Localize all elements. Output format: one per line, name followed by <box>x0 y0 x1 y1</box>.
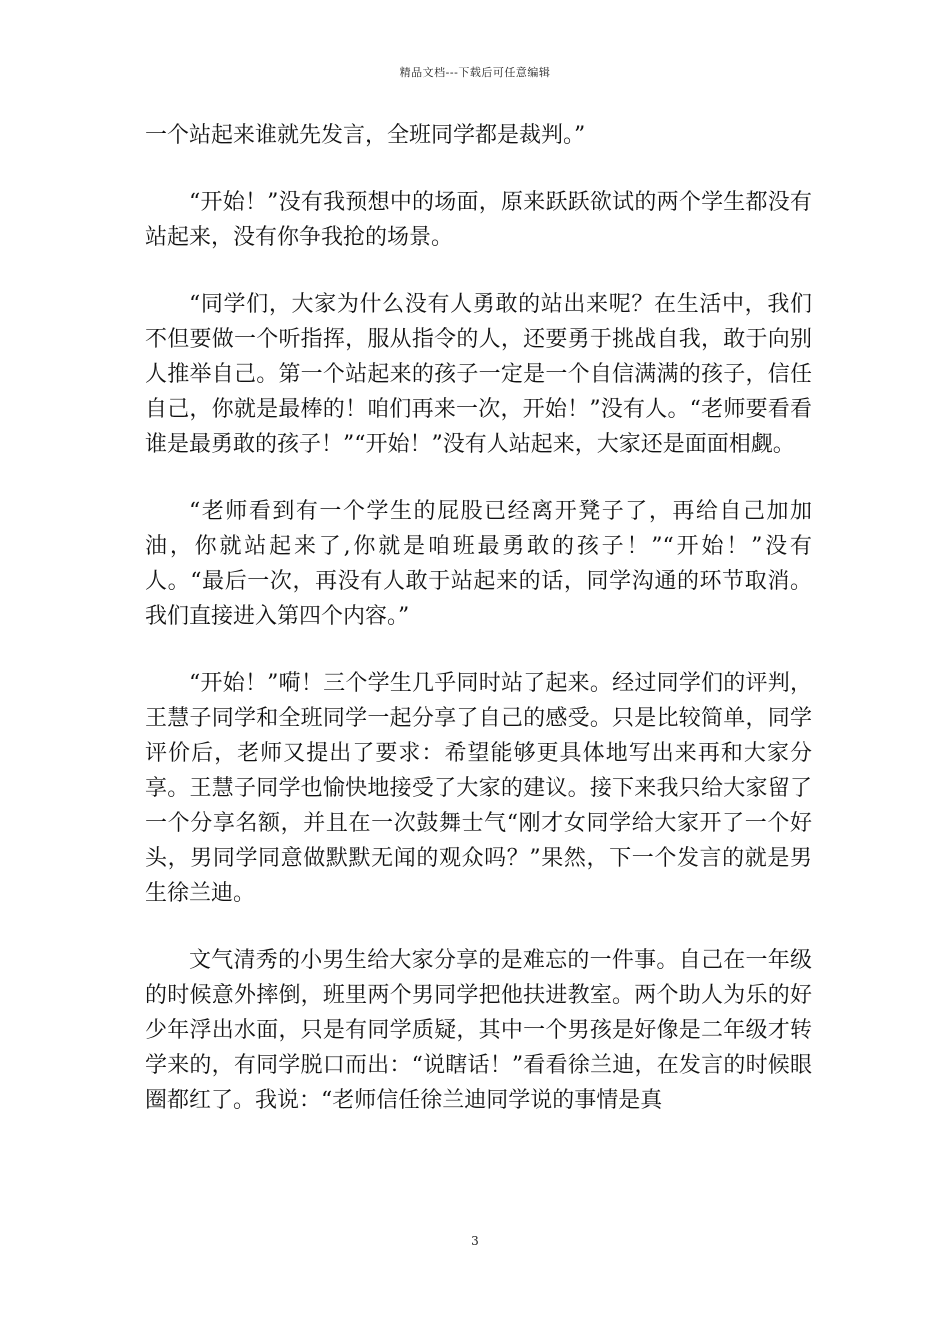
paragraph: “老师看到有一个学生的屁股已经离开凳子了，再给自己加加油，你就站起来了,你就是咱班最勇敢的孩子！”“开始！”没有人。“最后一次，再没有人敢于站起来的话，同学沟通的环节取消。我们直接进入第四个内容。” <box>145 499 812 629</box>
paragraph: “开始！”嗬！三个学生几乎同时站了起来。经过同学们的评判，王慧子同学和全班同学一起分享了自己的感受。只是比较简单，同学评价后，老师又提出了要求：希望能够更具体地写出来再和大家分享。王慧子同学也愉快地接受了大家的建议。接下来我只给大家留了一个分享名额，并且在一次鼓舞士气“刚才女同学给大家开了一个好头，男同学同意做默默无闻的观众吗？”果然，下一个发言的就是男生徐兰迪。 <box>145 671 812 906</box>
page-number: 3 <box>471 1234 479 1248</box>
page-header: 精品文档---下载后可任意编辑 <box>399 66 551 79</box>
paragraph: “同学们，大家为什么没有人勇敢的站出来呢？在生活中，我们不但要做一个听指挥，服从指令的人，还要勇于挑战自我，敢于向别人推举自己。第一个站起来的孩子一定是一个自信满满的孩子，信任自己，你就是最棒的！咱们再来一次，开始！”没有人。“老师要看看谁是最勇敢的孩子！”“开始！”没有人站起来，大家还是面面相觑。 <box>145 292 812 457</box>
paragraph: 文气清秀的小男生给大家分享的是难忘的一件事。自己在一年级的时候意外摔倒，班里两个男同学把他扶进教室。两个助人为乐的好少年浮出水面，只是有同学质疑，其中一个男孩是好像是二年级才转学来的，有同学脱口而出：“说瞎话！”看看徐兰迪，在发言的时候眼圈都红了。我说：“老师信任徐兰迪同学说的事情是真 <box>145 948 812 1113</box>
paragraph: 一个站起来谁就先发言，全班同学都是裁判。” <box>145 123 586 148</box>
document-body <box>145 118 812 1150</box>
paragraph: “开始！”没有我预想中的场面，原来跃跃欲试的两个学生都没有站起来，没有你争我抢的场景。 <box>145 190 812 250</box>
